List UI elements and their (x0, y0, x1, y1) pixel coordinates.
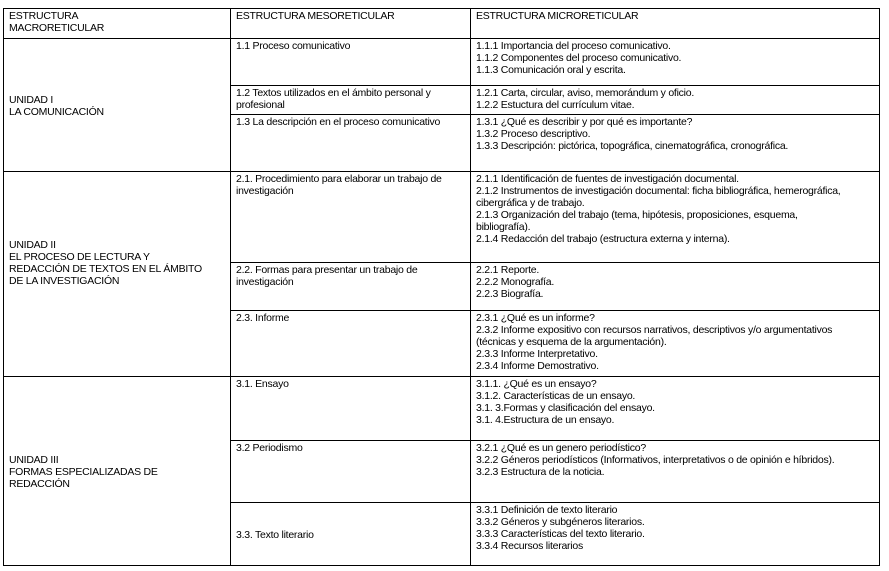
meso-topic-cell (231, 39, 471, 86)
micro-topic-item: 3.3.2 Géneros y subgéneros literarios. (476, 516, 645, 528)
unit-cell (4, 377, 231, 566)
meso-topic-cell (231, 377, 471, 441)
micro-topic-item: 3.3.1 Definición de texto literario (476, 504, 618, 516)
micro-topic-item: 2.1.2 Instrumentos de investigación documental: ficha bibliográfica, hemerográfica, cibergráfica y de trabajo. (476, 185, 841, 209)
micro-topic-item: 2.3.2 Informe expositivo con recursos narrativos, descriptivos y/o argumentativos (técnicas y esquema de la argumentación). (476, 324, 833, 348)
micro-topic-item: 1.3.1 ¿Qué es describir y por qué es importante? (476, 116, 693, 128)
micro-topics-cell (471, 377, 880, 441)
meso-topic-title: 2.2. Formas para presentar un trabajo de investigación (236, 264, 418, 288)
table-row (4, 172, 880, 263)
micro-topic-item: 3.1.2. Características de un ensayo. (476, 390, 636, 402)
micro-topics-cell (471, 311, 880, 377)
micro-topic-item: 3.2.1 ¿Qué es un genero periodístico? (476, 442, 646, 454)
micro-topics-cell (471, 441, 880, 503)
micro-topic-item: 1.3.2 Proceso descriptivo. (476, 128, 591, 140)
micro-topic-item: 3.3.3 Características del texto literario. (476, 528, 645, 540)
meso-topic-cell (231, 503, 471, 566)
micro-topic-item: 2.1.1 Identificación de fuentes de investigación documental. (476, 173, 739, 185)
micro-topic-item: 3.1.1. ¿Qué es un ensayo? (476, 378, 597, 390)
meso-topic-cell (231, 115, 471, 172)
micro-topic-item: 3.3.4 Recursos literarios (476, 540, 583, 552)
micro-topics-cell (471, 503, 880, 566)
micro-topic-item: 2.3.4 Informe Demostrativo. (476, 360, 599, 372)
unit-number: UNIDAD II (9, 238, 56, 251)
meso-topic-title: 3.2 Periodismo (236, 442, 303, 454)
micro-topic-item: 3.2.2 Géneros periodísticos (Informativos, interpretativos o de opinión e híbridos). (476, 454, 835, 466)
micro-topics-cell (471, 263, 880, 311)
meso-topic-title: 3.3. Texto literario (236, 528, 314, 541)
meso-topic-title: 1.3 La descripción en el proceso comunicativo (236, 116, 441, 128)
micro-topic-item: 1.1.3 Comunicación oral y escrita. (476, 64, 626, 76)
micro-topic-item: 3.1. 4.Estructura de un ensayo. (476, 414, 615, 426)
micro-topics-cell (471, 86, 880, 115)
micro-topic-item: 1.2.1 Carta, circular, aviso, memorándum y oficio. (476, 87, 695, 99)
meso-topic-cell (231, 172, 471, 263)
header-micro: ESTRUCTURA MICRORETICULAR (471, 9, 880, 39)
unit-cell (4, 172, 231, 377)
meso-topic-title: 1.2 Textos utilizados en el ámbito personal y profesional (236, 87, 431, 111)
header-macro: ESTRUCTURA MACRORETICULAR (4, 9, 231, 39)
micro-topic-item: 3.1. 3.Formas y clasificación del ensayo. (476, 402, 655, 414)
micro-topic-item: 1.3.3 Descripción: pictórica, topográfica, cinematográfica, cronográfica. (476, 140, 789, 152)
unit-title: LA COMUNICACIÓN (9, 105, 104, 118)
micro-topic-item: 1.2.2 Estuctura del currículum vitae. (476, 99, 635, 111)
meso-topic-cell (231, 441, 471, 503)
micro-topic-item: 2.2.3 Biografía. (476, 288, 544, 300)
meso-topic-cell (231, 86, 471, 115)
meso-topic-cell (231, 311, 471, 377)
micro-topic-item: 2.2.2 Monografía. (476, 276, 555, 288)
micro-topic-item: 1.1.2 Componentes del proceso comunicativo. (476, 52, 682, 64)
meso-topic-title: 2.1. Procedimiento para elaborar un trabajo de investigación (236, 173, 442, 197)
header-row (4, 9, 880, 39)
meso-topic-cell (231, 263, 471, 311)
curriculum-structure-table (3, 8, 880, 566)
table-row (4, 377, 880, 441)
micro-topic-item: 2.3.3 Informe Interpretativo. (476, 348, 598, 360)
meso-topic-title: 3.1. Ensayo (236, 378, 289, 390)
meso-topic-title: 2.3. Informe (236, 312, 290, 324)
micro-topic-item: 2.2.1 Reporte. (476, 264, 540, 276)
micro-topic-item: 2.1.4 Redacción del trabajo (estructura externa y interna). (476, 233, 730, 245)
micro-topic-item: 2.1.3 Organización del trabajo (tema, hipótesis, proposiciones, esquema, bibliografía). (476, 209, 798, 233)
micro-topics-cell (471, 172, 880, 263)
micro-topic-item: 1.1.1 Importancia del proceso comunicativo. (476, 40, 671, 52)
micro-topic-item: 3.2.3 Estructura de la noticia. (476, 466, 605, 478)
unit-cell (4, 39, 231, 172)
unit-title: FORMAS ESPECIALIZADAS DE REDACCIÓN (9, 465, 158, 490)
table-row (4, 39, 880, 86)
micro-topic-item: 2.3.1 ¿Qué es un informe? (476, 312, 595, 324)
unit-number: UNIDAD I (9, 93, 54, 106)
meso-topic-title: 1.1 Proceso comunicativo (236, 40, 351, 52)
unit-title: EL PROCESO DE LECTURA Y REDACCIÓN DE TEXTOS EN EL ÁMBITO DE LA INVESTIGACIÓN (9, 250, 202, 287)
header-meso: ESTRUCTURA MESORETICULAR (231, 9, 471, 39)
micro-topics-cell (471, 39, 880, 86)
micro-topics-cell (471, 115, 880, 172)
unit-number: UNIDAD III (9, 453, 59, 466)
